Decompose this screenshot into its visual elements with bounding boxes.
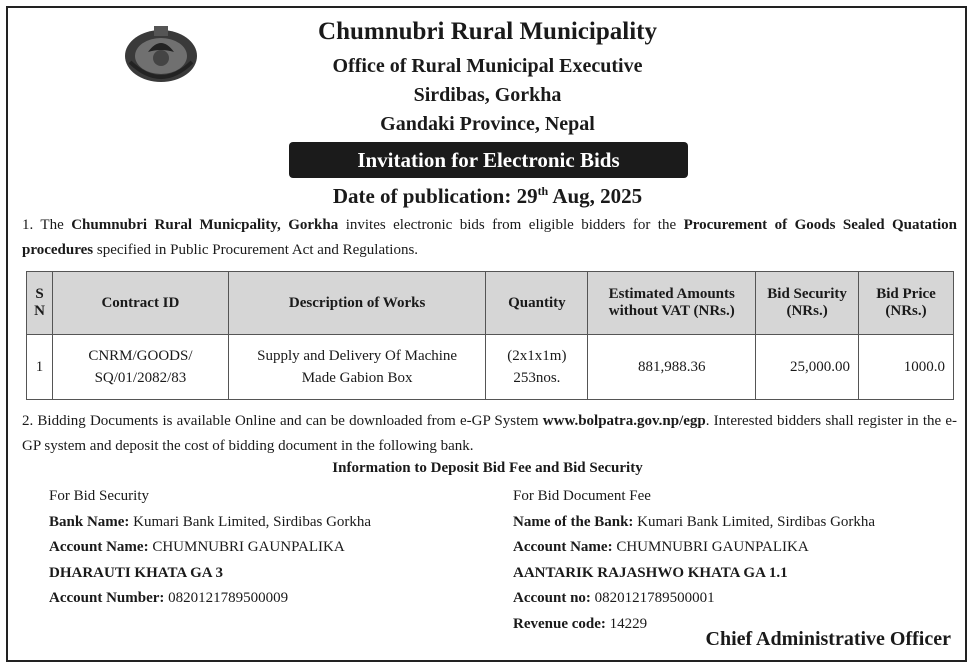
header-description: Description of Works	[228, 272, 486, 335]
fee-khata: AANTARIK RAJASHWO KHATA GA 1.1	[513, 564, 788, 581]
fee-account-name: Account Name: CHUMNUBRI GAUNPALIKA	[513, 539, 809, 555]
header-bid-price: Bid Price (NRs.)	[859, 272, 954, 335]
municipality-title: Chumnubri Rural Municipality	[318, 18, 657, 45]
header-estimated-amount: Estimated Amounts without VAT (NRs.)	[588, 272, 756, 335]
cell-description: Supply and Delivery Of Machine Made Gabion Box	[228, 335, 486, 400]
cell-estimated-amount: 881,988.36	[588, 335, 756, 400]
office-province: Gandaki Province, Nepal	[380, 113, 595, 135]
cell-contract-id: CNRM/GOODS/ SQ/01/2082/83	[52, 335, 228, 400]
office-name: Office of Rural Municipal Executive	[332, 55, 643, 77]
fee-bank: Name of the Bank: Kumari Bank Limited, Sirdibas Gorkha	[513, 513, 876, 530]
cell-quantity: (2x1x1m) 253nos.	[486, 335, 588, 400]
bid-fee-details	[513, 484, 875, 637]
security-account-number: Account Number: 0820121789500009	[49, 590, 289, 606]
header-contract-id: Contract ID	[52, 272, 228, 335]
deposit-info-heading: Information to Deposit Bid Fee and Bid Security	[332, 460, 643, 476]
security-account-name: Account Name: CHUMNUBRI GAUNPALIKA	[49, 539, 345, 555]
cell-bid-price: 1000.0	[859, 335, 954, 400]
security-title: For Bid Security	[49, 488, 149, 504]
bid-security-details	[49, 484, 371, 612]
paragraph-2: 2. Bidding Documents is available Online and can be downloaded from e-GP System www.bolpatra.gov.np/egp. Interested bidders shall register in the e-GP system and deposit the cost of bidding document in the following bank.	[22, 413, 958, 454]
fee-title: For Bid Document Fee	[513, 488, 651, 504]
paragraph-1: 1. The Chumnubri Rural Municpality, Gorkha invites electronic bids from eligible bidders for the Procurement of Goods Sealed Quatation procedures specified in Public Procurement Act and Regulations.	[22, 217, 958, 258]
security-bank: Bank Name: Kumari Bank Limited, Sirdibas Gorkha	[49, 513, 372, 530]
signature-title: Chief Administrative Officer	[705, 628, 951, 650]
header-quantity: Quantity	[486, 272, 588, 335]
publication-date: Date of publication: 29th Aug, 2025	[332, 184, 643, 208]
fee-revenue-code: Revenue code: 14229	[513, 615, 648, 632]
table-header-row	[27, 272, 954, 335]
cell-bid-security: 25,000.00	[756, 335, 859, 400]
cell-sn: 1	[27, 335, 53, 400]
office-location: Sirdibas, Gorkha	[413, 84, 562, 106]
bid-table	[26, 271, 954, 400]
fee-account-number: Account no: 0820121789500001	[513, 590, 715, 606]
header-sn: S N	[27, 272, 53, 335]
header-bid-security: Bid Security (NRs.)	[756, 272, 859, 335]
notice-banner: Invitation for Electronic Bids	[289, 142, 688, 178]
table-row	[27, 335, 954, 400]
egp-link[interactable]: www.bolpatra.gov.np/egp	[542, 413, 706, 429]
security-khata: DHARAUTI KHATA GA 3	[49, 564, 224, 581]
